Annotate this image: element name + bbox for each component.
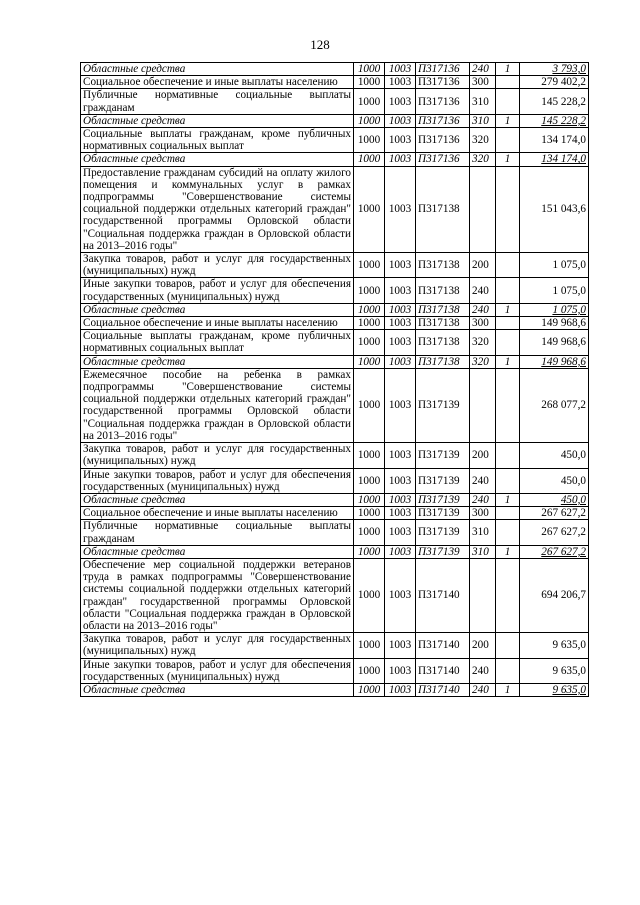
funding-source-code (496, 368, 520, 442)
subsection-code: 1003 (385, 89, 416, 114)
target-article-code: П317139 (416, 443, 470, 468)
section-code: 1000 (354, 520, 385, 545)
table-row (81, 76, 589, 89)
expense-type-code: 240 (470, 468, 496, 493)
subsection-code: 1003 (385, 317, 416, 330)
amount: 267 627,2 (520, 520, 589, 545)
page-number: 128 (310, 37, 330, 52)
funding-source-code (496, 520, 520, 545)
expense-type-code: 240 (470, 303, 496, 316)
expense-type-code: 310 (470, 545, 496, 558)
section-code: 1000 (354, 303, 385, 316)
amount: 694 206,7 (520, 558, 589, 632)
amount: 450,0 (520, 493, 589, 506)
table-row (81, 355, 589, 368)
table-row (81, 658, 589, 683)
target-article-code: П317136 (416, 114, 470, 127)
amount: 9 635,0 (520, 633, 589, 658)
funding-source-code (496, 468, 520, 493)
expense-type-code: 320 (470, 153, 496, 166)
target-article-code: П317139 (416, 493, 470, 506)
expense-type-code: 320 (470, 128, 496, 153)
amount: 268 077,2 (520, 368, 589, 442)
funding-source-code (496, 89, 520, 114)
table-row (81, 303, 589, 316)
row-name: Социальное обеспечение и иные выплаты населению (81, 507, 354, 520)
section-code: 1000 (354, 368, 385, 442)
subsection-code: 1003 (385, 683, 416, 696)
table-row (81, 253, 589, 278)
section-code: 1000 (354, 443, 385, 468)
target-article-code: П317139 (416, 520, 470, 545)
subsection-code: 1003 (385, 128, 416, 153)
target-article-code: П317140 (416, 558, 470, 632)
amount: 145 228,2 (520, 114, 589, 127)
row-name: Областные средства (81, 114, 354, 127)
row-name: Иные закупки товаров, работ и услуг для обеспечения государственных (муниципальных) нужд (81, 278, 354, 303)
expense-type-code: 310 (470, 520, 496, 545)
section-code: 1000 (354, 166, 385, 252)
funding-source-code: 1 (496, 355, 520, 368)
table-row (81, 114, 589, 127)
amount: 9 635,0 (520, 683, 589, 696)
subsection-code: 1003 (385, 658, 416, 683)
subsection-code: 1003 (385, 166, 416, 252)
row-name: Социальное обеспечение и иные выплаты населению (81, 76, 354, 89)
expense-type-code: 320 (470, 330, 496, 355)
subsection-code: 1003 (385, 468, 416, 493)
table-row (81, 330, 589, 355)
row-name: Предоставление гражданам субсидий на оплату жилого помещения и коммунальных услуг в рамках подпрограммы "Совершенствование системы социальной поддержки отдельных категорий граждан" государственной программы Орловской области "Социальная поддержка граждан в Орловской области на 2013–2016 годы" (81, 166, 354, 252)
amount: 267 627,2 (520, 545, 589, 558)
target-article-code: П317138 (416, 355, 470, 368)
expense-type-code (470, 558, 496, 632)
target-article-code: П317138 (416, 278, 470, 303)
subsection-code: 1003 (385, 76, 416, 89)
row-name: Обеспечение мер социальной поддержки ветеранов труда в рамках подпрограммы "Совершенствование системы социальной поддержки отдельных категорий граждан" государственной программы Орловской области "Социальная поддержка граждан в Орловской области на 2013–2016 годы" (81, 558, 354, 632)
section-code: 1000 (354, 114, 385, 127)
subsection-code: 1003 (385, 153, 416, 166)
row-name: Публичные нормативные социальные выплаты гражданам (81, 520, 354, 545)
table-row (81, 633, 589, 658)
expense-type-code: 300 (470, 317, 496, 330)
funding-source-code (496, 128, 520, 153)
funding-source-code: 1 (496, 153, 520, 166)
table-row (81, 558, 589, 632)
amount: 450,0 (520, 443, 589, 468)
row-name: Закупка товаров, работ и услуг для государственных (муниципальных) нужд (81, 443, 354, 468)
row-name: Закупка товаров, работ и услуг для государственных (муниципальных) нужд (81, 633, 354, 658)
section-code: 1000 (354, 658, 385, 683)
target-article-code: П317136 (416, 89, 470, 114)
section-code: 1000 (354, 253, 385, 278)
section-code: 1000 (354, 63, 385, 76)
amount: 151 043,6 (520, 166, 589, 252)
funding-source-code (496, 253, 520, 278)
subsection-code: 1003 (385, 443, 416, 468)
subsection-code: 1003 (385, 520, 416, 545)
amount: 279 402,2 (520, 76, 589, 89)
expense-type-code: 300 (470, 507, 496, 520)
table-row (81, 63, 589, 76)
subsection-code: 1003 (385, 558, 416, 632)
subsection-code: 1003 (385, 545, 416, 558)
expense-type-code: 240 (470, 63, 496, 76)
target-article-code: П317138 (416, 303, 470, 316)
section-code: 1000 (354, 493, 385, 506)
target-article-code: П317138 (416, 166, 470, 252)
table-row (81, 317, 589, 330)
expense-type-code: 240 (470, 278, 496, 303)
subsection-code: 1003 (385, 330, 416, 355)
table-row (81, 128, 589, 153)
table-row (81, 545, 589, 558)
subsection-code: 1003 (385, 355, 416, 368)
subsection-code: 1003 (385, 633, 416, 658)
funding-source-code (496, 443, 520, 468)
amount: 1 075,0 (520, 303, 589, 316)
target-article-code: П317138 (416, 330, 470, 355)
table-row (81, 443, 589, 468)
amount: 450,0 (520, 468, 589, 493)
section-code: 1000 (354, 278, 385, 303)
target-article-code: П317136 (416, 63, 470, 76)
row-name: Социальное обеспечение и иные выплаты населению (81, 317, 354, 330)
table-body (81, 63, 589, 697)
expense-type-code: 240 (470, 658, 496, 683)
section-code: 1000 (354, 545, 385, 558)
amount: 134 174,0 (520, 128, 589, 153)
expense-type-code: 200 (470, 633, 496, 658)
funding-source-code (496, 166, 520, 252)
table-row (81, 507, 589, 520)
expense-type-code (470, 166, 496, 252)
table-row (81, 166, 589, 252)
row-name: Иные закупки товаров, работ и услуг для обеспечения государственных (муниципальных) нужд (81, 468, 354, 493)
row-name: Областные средства (81, 153, 354, 166)
amount: 9 635,0 (520, 658, 589, 683)
subsection-code: 1003 (385, 368, 416, 442)
table-row (81, 683, 589, 696)
subsection-code: 1003 (385, 253, 416, 278)
target-article-code: П317139 (416, 368, 470, 442)
subsection-code: 1003 (385, 507, 416, 520)
amount: 3 793,0 (520, 63, 589, 76)
amount: 149 968,6 (520, 355, 589, 368)
expense-type-code: 240 (470, 683, 496, 696)
amount: 145 228,2 (520, 89, 589, 114)
section-code: 1000 (354, 507, 385, 520)
target-article-code: П317140 (416, 683, 470, 696)
target-article-code: П317139 (416, 507, 470, 520)
table-row (81, 468, 589, 493)
table-row (81, 493, 589, 506)
table-row (81, 368, 589, 442)
expense-type-code: 300 (470, 76, 496, 89)
expense-type-code (470, 368, 496, 442)
amount: 267 627,2 (520, 507, 589, 520)
row-name: Областные средства (81, 63, 354, 76)
row-name: Областные средства (81, 545, 354, 558)
funding-source-code: 1 (496, 303, 520, 316)
section-code: 1000 (354, 89, 385, 114)
funding-source-code (496, 317, 520, 330)
row-name: Социальные выплаты гражданам, кроме публичных нормативных социальных выплат (81, 330, 354, 355)
amount: 134 174,0 (520, 153, 589, 166)
section-code: 1000 (354, 153, 385, 166)
section-code: 1000 (354, 468, 385, 493)
funding-source-code (496, 330, 520, 355)
table-row (81, 153, 589, 166)
target-article-code: П317138 (416, 253, 470, 278)
target-article-code: П317136 (416, 128, 470, 153)
row-name: Иные закупки товаров, работ и услуг для обеспечения государственных (муниципальных) нужд (81, 658, 354, 683)
subsection-code: 1003 (385, 63, 416, 76)
funding-source-code: 1 (496, 63, 520, 76)
section-code: 1000 (354, 76, 385, 89)
row-name: Публичные нормативные социальные выплаты гражданам (81, 89, 354, 114)
expense-type-code: 320 (470, 355, 496, 368)
subsection-code: 1003 (385, 114, 416, 127)
row-name: Социальные выплаты гражданам, кроме публичных нормативных социальных выплат (81, 128, 354, 153)
section-code: 1000 (354, 683, 385, 696)
subsection-code: 1003 (385, 303, 416, 316)
target-article-code: П317139 (416, 545, 470, 558)
expense-type-code: 200 (470, 253, 496, 278)
target-article-code: П317136 (416, 76, 470, 89)
funding-source-code (496, 633, 520, 658)
table-row (81, 89, 589, 114)
row-name: Областные средства (81, 493, 354, 506)
amount: 149 968,6 (520, 330, 589, 355)
expense-type-code: 200 (470, 443, 496, 468)
target-article-code: П317140 (416, 658, 470, 683)
funding-source-code (496, 278, 520, 303)
funding-source-code: 1 (496, 114, 520, 127)
funding-source-code: 1 (496, 545, 520, 558)
funding-source-code (496, 658, 520, 683)
target-article-code: П317138 (416, 317, 470, 330)
section-code: 1000 (354, 633, 385, 658)
table-row (81, 278, 589, 303)
funding-source-code: 1 (496, 493, 520, 506)
expense-type-code: 310 (470, 114, 496, 127)
section-code: 1000 (354, 330, 385, 355)
target-article-code: П317136 (416, 153, 470, 166)
amount: 1 075,0 (520, 278, 589, 303)
funding-source-code: 1 (496, 683, 520, 696)
section-code: 1000 (354, 317, 385, 330)
section-code: 1000 (354, 558, 385, 632)
target-article-code: П317140 (416, 633, 470, 658)
table-row (81, 520, 589, 545)
funding-source-code (496, 558, 520, 632)
expense-type-code: 310 (470, 89, 496, 114)
subsection-code: 1003 (385, 493, 416, 506)
target-article-code: П317139 (416, 468, 470, 493)
row-name: Областные средства (81, 303, 354, 316)
row-name: Закупка товаров, работ и услуг для государственных (муниципальных) нужд (81, 253, 354, 278)
budget-table (80, 62, 589, 697)
funding-source-code (496, 76, 520, 89)
section-code: 1000 (354, 355, 385, 368)
subsection-code: 1003 (385, 278, 416, 303)
funding-source-code (496, 507, 520, 520)
row-name: Областные средства (81, 355, 354, 368)
row-name: Ежемесячное пособие на ребенка в рамках подпрограммы "Совершенствование системы социальной поддержки отдельных категорий граждан" государственной программы Орловской области "Социальная поддержка граждан в Орловской области на 2013–2016 годы" (81, 368, 354, 442)
amount: 1 075,0 (520, 253, 589, 278)
section-code: 1000 (354, 128, 385, 153)
expense-type-code: 240 (470, 493, 496, 506)
amount: 149 968,6 (520, 317, 589, 330)
row-name: Областные средства (81, 683, 354, 696)
